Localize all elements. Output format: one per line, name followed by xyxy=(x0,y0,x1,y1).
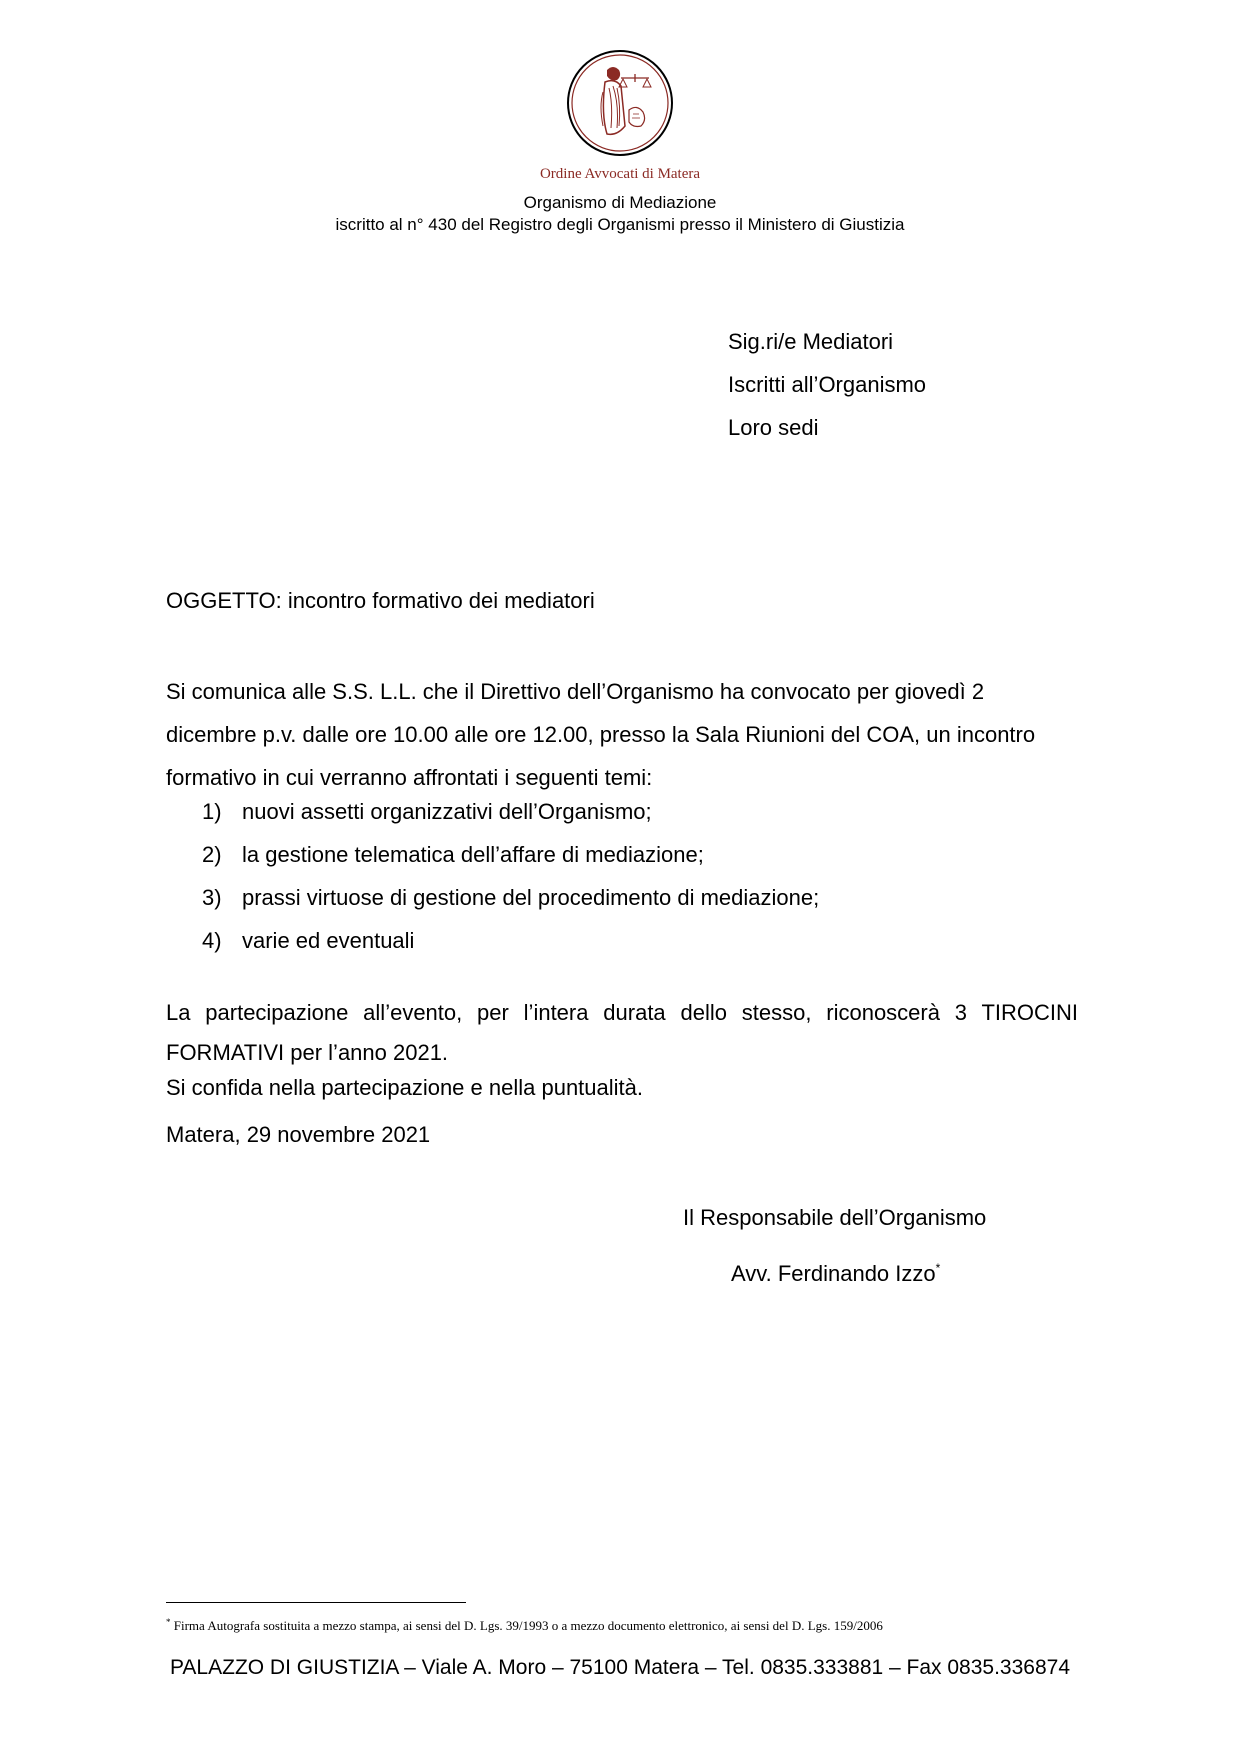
closing-line: Si confida nella partecipazione e nella puntualità. xyxy=(166,1075,643,1100)
topics-list xyxy=(202,799,819,971)
list-item-number: 4) xyxy=(202,928,222,953)
footnote xyxy=(166,1614,883,1634)
signer-role: Il Responsabile dell’Organismo xyxy=(683,1205,987,1230)
date-line: Matera, 29 novembre 2021 xyxy=(166,1122,431,1147)
letterhead-title: Organismo di Mediazione xyxy=(523,193,717,212)
intro-paragraph: Si comunica alle S.S. L.L. che il Direttivo dell’Organismo ha convocato per giovedì 2 dicembre p.v. dalle ore 10.00 alle ore 12.00, presso la Sala Riunioni del COA, un incontro formativo in cui verranno affrontati i seguenti temi: xyxy=(166,679,1036,790)
list-item-number: 1) xyxy=(202,799,222,824)
subject-line: OGGETTO: incontro formativo dei mediatori xyxy=(166,588,595,613)
list-item-text: varie ed eventuali xyxy=(242,928,415,953)
recipient-line-2: Iscritti all’Organismo xyxy=(728,372,927,397)
list-item xyxy=(202,928,819,971)
signer-name-block xyxy=(731,1255,940,1287)
footnote-divider xyxy=(166,1602,466,1603)
list-item xyxy=(202,799,819,842)
footnote-mark: * xyxy=(166,1617,171,1627)
list-item-text: la gestione telematica dell’affare di mediazione; xyxy=(242,842,704,867)
recipient-line-3: Loro sedi xyxy=(728,415,819,440)
list-item-text: nuovi assetti organizzativi dell’Organismo; xyxy=(242,799,652,824)
list-item-number: 3) xyxy=(202,885,222,910)
signer-name: Avv. Ferdinando Izzo xyxy=(731,1261,936,1286)
list-item-text: prassi virtuose di gestione del procedimento di mediazione; xyxy=(242,885,820,910)
lawyers-order-logo xyxy=(565,48,675,158)
recipient-line-1: Sig.ri/e Mediatori xyxy=(728,329,894,354)
participation-paragraph: La partecipazione all’evento, per l’intera durata dello stesso, riconoscerà 3 TIROCINI FORMATIVI per l’anno 2021. xyxy=(166,1000,1078,1065)
page-footer-address: PALAZZO DI GIUSTIZIA – Viale A. Moro – 75100 Matera – Tel. 0835.333881 – Fax 0835.336874 xyxy=(169,1656,1071,1679)
footnote-text: Firma Autografa sostituita a mezzo stampa, ai sensi del D. Lgs. 39/1993 o a mezzo documento elettronico, ai sensi del D. Lgs. 159/2006 xyxy=(173,1618,883,1633)
letterhead-org-name: Ordine Avvocati di Matera xyxy=(539,166,701,182)
list-item xyxy=(202,842,819,885)
signature-footnote-mark: * xyxy=(935,1261,941,1275)
list-item-number: 2) xyxy=(202,842,222,867)
letterhead-registration: iscritto al n° 430 del Registro degli Organismi presso il Ministero di Giustizia xyxy=(335,215,905,234)
list-item xyxy=(202,885,819,928)
